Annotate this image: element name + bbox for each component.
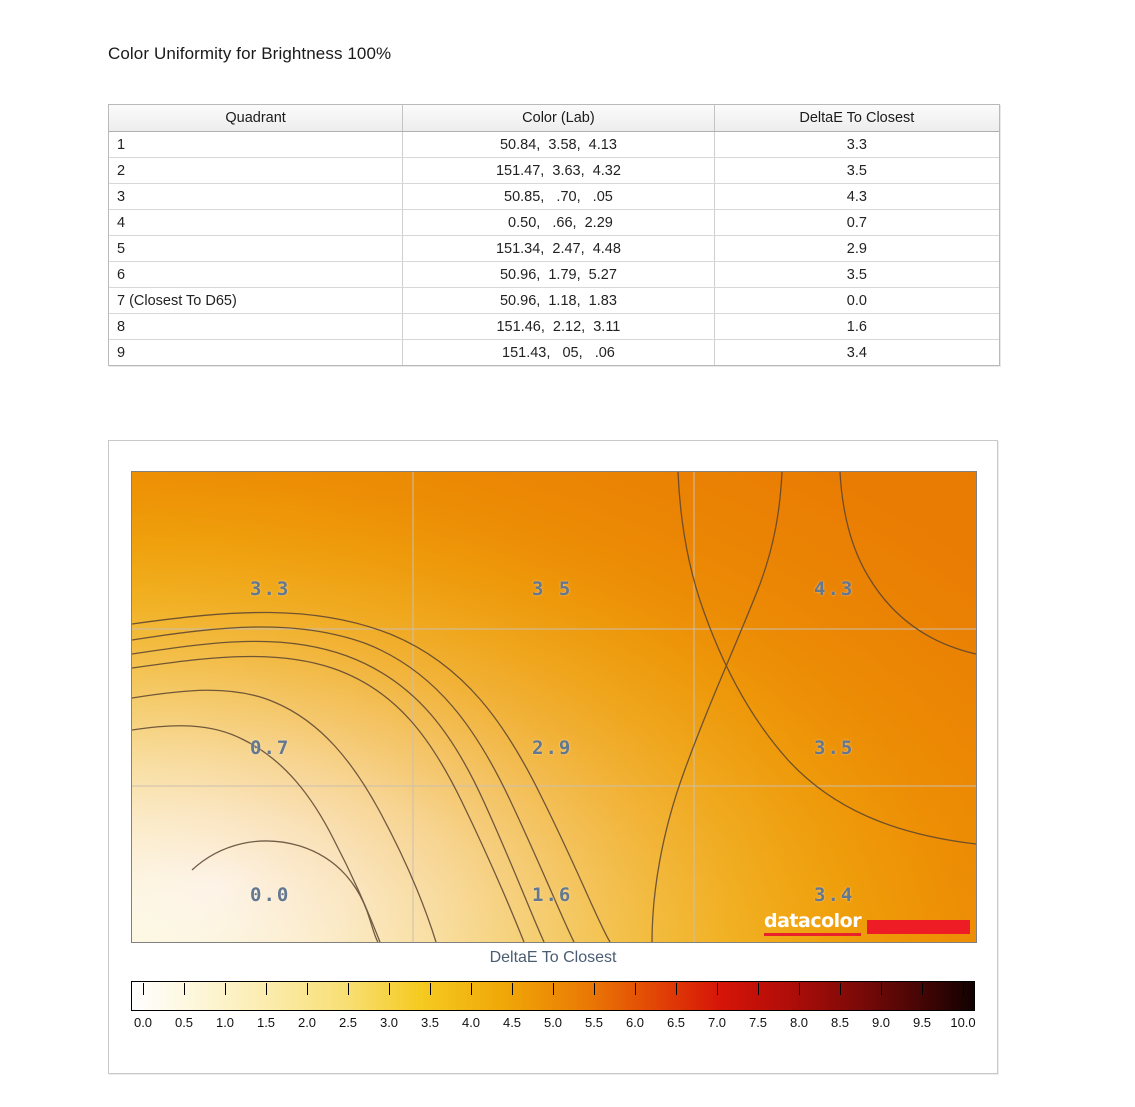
cell-color-lab xyxy=(403,314,715,340)
colorbar-label: 0.5 xyxy=(174,1015,194,1030)
heatmap-corner-shade xyxy=(132,472,976,942)
cell-quadrant: 3 xyxy=(109,184,403,210)
colorbar-label: 0.0 xyxy=(133,1015,153,1030)
cell-color-lab-value: 151.43, 05, .06 xyxy=(502,344,615,361)
table-row xyxy=(109,210,999,236)
column-header-quadrant: Quadrant xyxy=(109,105,403,132)
cell-color-lab-value: 50.84, 3.58, 4.13 xyxy=(499,136,617,153)
table-header-row xyxy=(109,105,999,132)
cell-color-lab xyxy=(403,210,715,236)
colorbar-gradient xyxy=(131,981,975,1011)
table-row xyxy=(109,236,999,262)
uniformity-table-container xyxy=(108,104,1000,366)
quadrant-label-3: 4.3 xyxy=(814,578,855,600)
cell-color-lab xyxy=(403,158,715,184)
table-row xyxy=(109,132,999,158)
cell-deltae: 3.4 xyxy=(846,344,867,361)
colorbar-label: 8.5 xyxy=(830,1015,850,1030)
colorbar-label: 8.0 xyxy=(789,1015,809,1030)
column-header-color-lab: Color (Lab) xyxy=(403,105,715,132)
cell-quadrant: 2 xyxy=(109,158,403,184)
colorbar-label: 4.5 xyxy=(502,1015,522,1030)
cell-color-lab xyxy=(403,236,715,262)
colorbar-label: 10.0 xyxy=(950,1015,976,1030)
colorbar-label: 1.5 xyxy=(256,1015,276,1030)
cell-color-lab-value: 50.96, 1.18, 1.83 xyxy=(499,292,617,309)
cell-quadrant: 4 xyxy=(109,210,403,236)
colorbar-label: 9.5 xyxy=(912,1015,932,1030)
quadrant-label-4: 0.7 xyxy=(250,737,291,759)
table-row xyxy=(109,184,999,210)
table-row xyxy=(109,158,999,184)
colorbar xyxy=(131,981,975,1013)
cell-quadrant: 7 (Closest To D65) xyxy=(109,288,403,314)
colorbar-label: 9.0 xyxy=(871,1015,891,1030)
colorbar-label: 3.0 xyxy=(379,1015,399,1030)
quadrant-label-2: 3 5 xyxy=(532,578,573,600)
cell-color-lab-value: 0.50, .66, 2.29 xyxy=(504,214,613,231)
heatmap-plot xyxy=(131,471,977,943)
uniformity-chart-panel xyxy=(108,440,998,1074)
cell-deltae: 3.5 xyxy=(714,262,999,288)
cell-color-lab xyxy=(403,184,715,210)
colorbar-tick-labels xyxy=(131,1015,975,1033)
cell-color-lab-value: 151.46, 2.12, 3.11 xyxy=(496,318,621,335)
table-row xyxy=(109,314,999,340)
colorbar-label: 1.0 xyxy=(215,1015,235,1030)
quadrant-label-1: 3.3 xyxy=(250,578,291,600)
colorbar-label: 5.5 xyxy=(584,1015,604,1030)
table-row xyxy=(109,288,999,314)
cell-quadrant: 5 xyxy=(109,236,403,262)
colorbar-label: 6.5 xyxy=(666,1015,686,1030)
quadrant-label-6: 3.5 xyxy=(814,737,855,759)
cell-deltae: 3.3 xyxy=(714,132,999,158)
colorbar-label: 3.5 xyxy=(420,1015,440,1030)
uniformity-table xyxy=(109,105,999,365)
cell-quadrant: 9 xyxy=(109,340,403,366)
colorbar-label: 6.0 xyxy=(625,1015,645,1030)
legend-title: DeltaE To Closest xyxy=(489,949,617,966)
cell-color-lab-value: 151.47, 3.63, 4.32 xyxy=(495,162,621,179)
colorbar-label: 7.0 xyxy=(707,1015,727,1030)
quadrant-label-5: 2.9 xyxy=(532,737,573,759)
cell-color-lab xyxy=(403,132,715,158)
cell-deltae: 0.0 xyxy=(714,288,999,314)
cell-deltae: 1.6 xyxy=(714,314,999,340)
quadrant-label-7: 0.0 xyxy=(250,884,291,906)
cell-quadrant: 1 xyxy=(109,132,403,158)
cell-quadrant: 8 xyxy=(109,314,403,340)
colorbar-label: 5.0 xyxy=(543,1015,563,1030)
cell-quadrant: 6 xyxy=(109,262,403,288)
cell-color-lab-value: 50.85, .70, .05 xyxy=(504,188,613,205)
cell-color-lab xyxy=(403,262,715,288)
table-row xyxy=(109,340,999,366)
table-row xyxy=(109,262,999,288)
cell-color-lab-value: 151.34, 2.47, 4.48 xyxy=(495,240,621,257)
colorbar-label: 4.0 xyxy=(461,1015,481,1030)
colorbar-label: 2.0 xyxy=(297,1015,317,1030)
quadrant-label-8: 1.6 xyxy=(532,884,573,906)
cell-deltae: 3.5 xyxy=(714,158,999,184)
colorbar-label: 7.5 xyxy=(748,1015,768,1030)
cell-deltae: 0.7 xyxy=(714,210,999,236)
cell-color-lab xyxy=(403,340,715,366)
page-title: Color Uniformity for Brightness 100% xyxy=(108,44,392,63)
cell-color-lab-value: 50.96, 1.79, 5.27 xyxy=(499,266,617,283)
datacolor-logo xyxy=(764,910,970,936)
cell-deltae: 4.3 xyxy=(714,184,999,210)
cell-deltae: 2.9 xyxy=(714,236,999,262)
column-header-deltae: DeltaE To Closest xyxy=(714,105,999,132)
heatmap-surface xyxy=(132,472,976,942)
cell-color-lab xyxy=(403,288,715,314)
colorbar-label: 2.5 xyxy=(338,1015,358,1030)
datacolor-logo-text: datacolor xyxy=(764,910,861,936)
datacolor-logo-bar xyxy=(867,920,970,934)
quadrant-label-9: 3.4 xyxy=(814,884,855,906)
